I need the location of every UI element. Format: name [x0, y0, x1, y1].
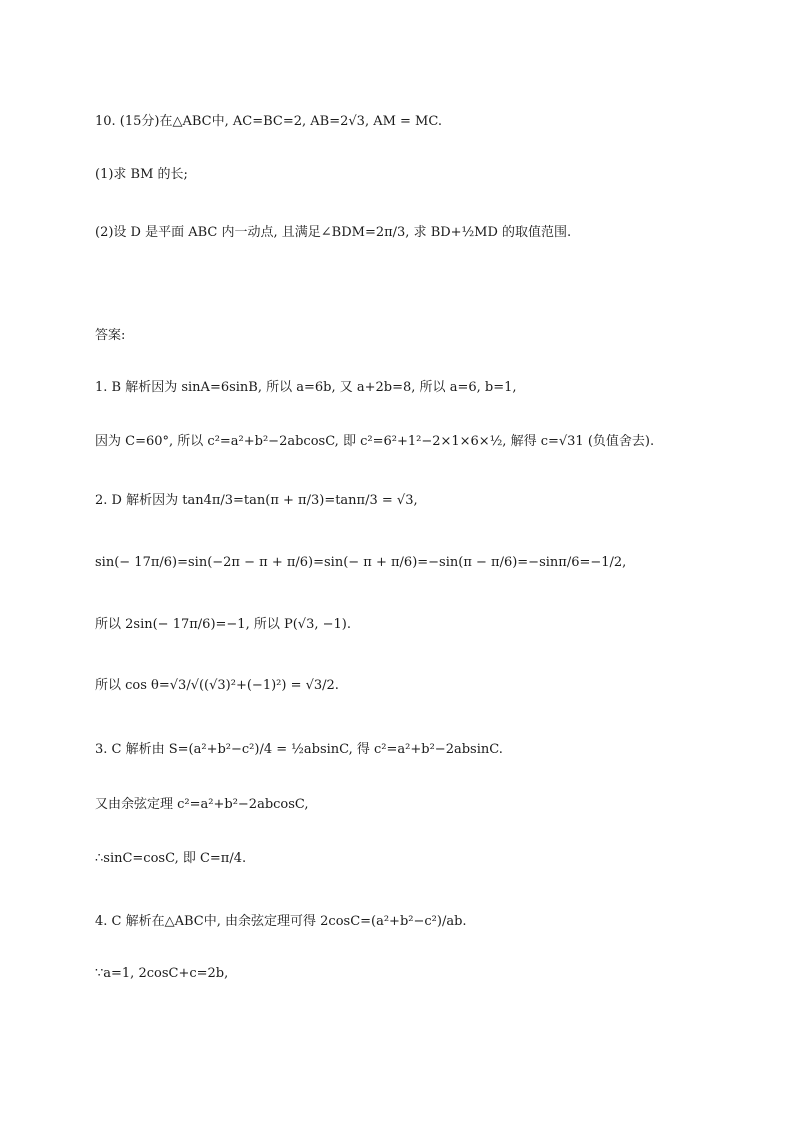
- answer-1-line2: 因为 C=60°, 所以 c²=a²+b²−2abcosC, 即 c²=6²+1²−2×1×6×½, 解得 c=√31 (负值舍去).: [95, 434, 655, 449]
- problem-10-statement: 10. (15分)在△ABC中, AC=BC=2, AB=2√3, AM = MC.: [95, 114, 442, 129]
- answer-4-line2: ∵a=1, 2cosC+c=2b,: [95, 966, 229, 981]
- answers-heading: 答案:: [95, 328, 126, 343]
- answer-1-line1: 1. B 解析因为 sinA=6sinB, 所以 a=6b, 又 a+2b=8, 所以 a=6, b=1,: [95, 380, 517, 395]
- problem-10-part2: (2)设 D 是平面 ABC 内一动点, 且满足∠BDM=2π/3, 求 BD+½MD 的取值范围.: [95, 225, 572, 240]
- answer-3-line3: ∴sinC=cosC, 即 C=π/4.: [95, 851, 247, 866]
- problem-10-part1: (1)求 BM 的长;: [95, 167, 188, 182]
- answer-2-line4: 所以 cos θ=√3/√((√3)²+(−1)²) = √3/2.: [95, 678, 339, 693]
- answer-2-line3: 所以 2sin(− 17π/6)=−1, 所以 P(√3, −1).: [95, 617, 351, 632]
- answer-3-line1: 3. C 解析由 S=(a²+b²−c²)/4 = ½absinC, 得 c²=a²+b²−2absinC.: [95, 742, 503, 757]
- answer-4-line1: 4. C 解析在△ABC中, 由余弦定理可得 2cosC=(a²+b²−c²)/ab.: [95, 914, 467, 929]
- answer-2-line2: sin(− 17π/6)=sin(−2π − π + π/6)=sin(− π + π/6)=−sin(π − π/6)=−sinπ/6=−1/2,: [95, 555, 627, 570]
- answer-2-line1: 2. D 解析因为 tan4π/3=tan(π + π/3)=tanπ/3 = √3,: [95, 493, 418, 508]
- answer-3-line2: 又由余弦定理 c²=a²+b²−2abcosC,: [95, 797, 309, 812]
